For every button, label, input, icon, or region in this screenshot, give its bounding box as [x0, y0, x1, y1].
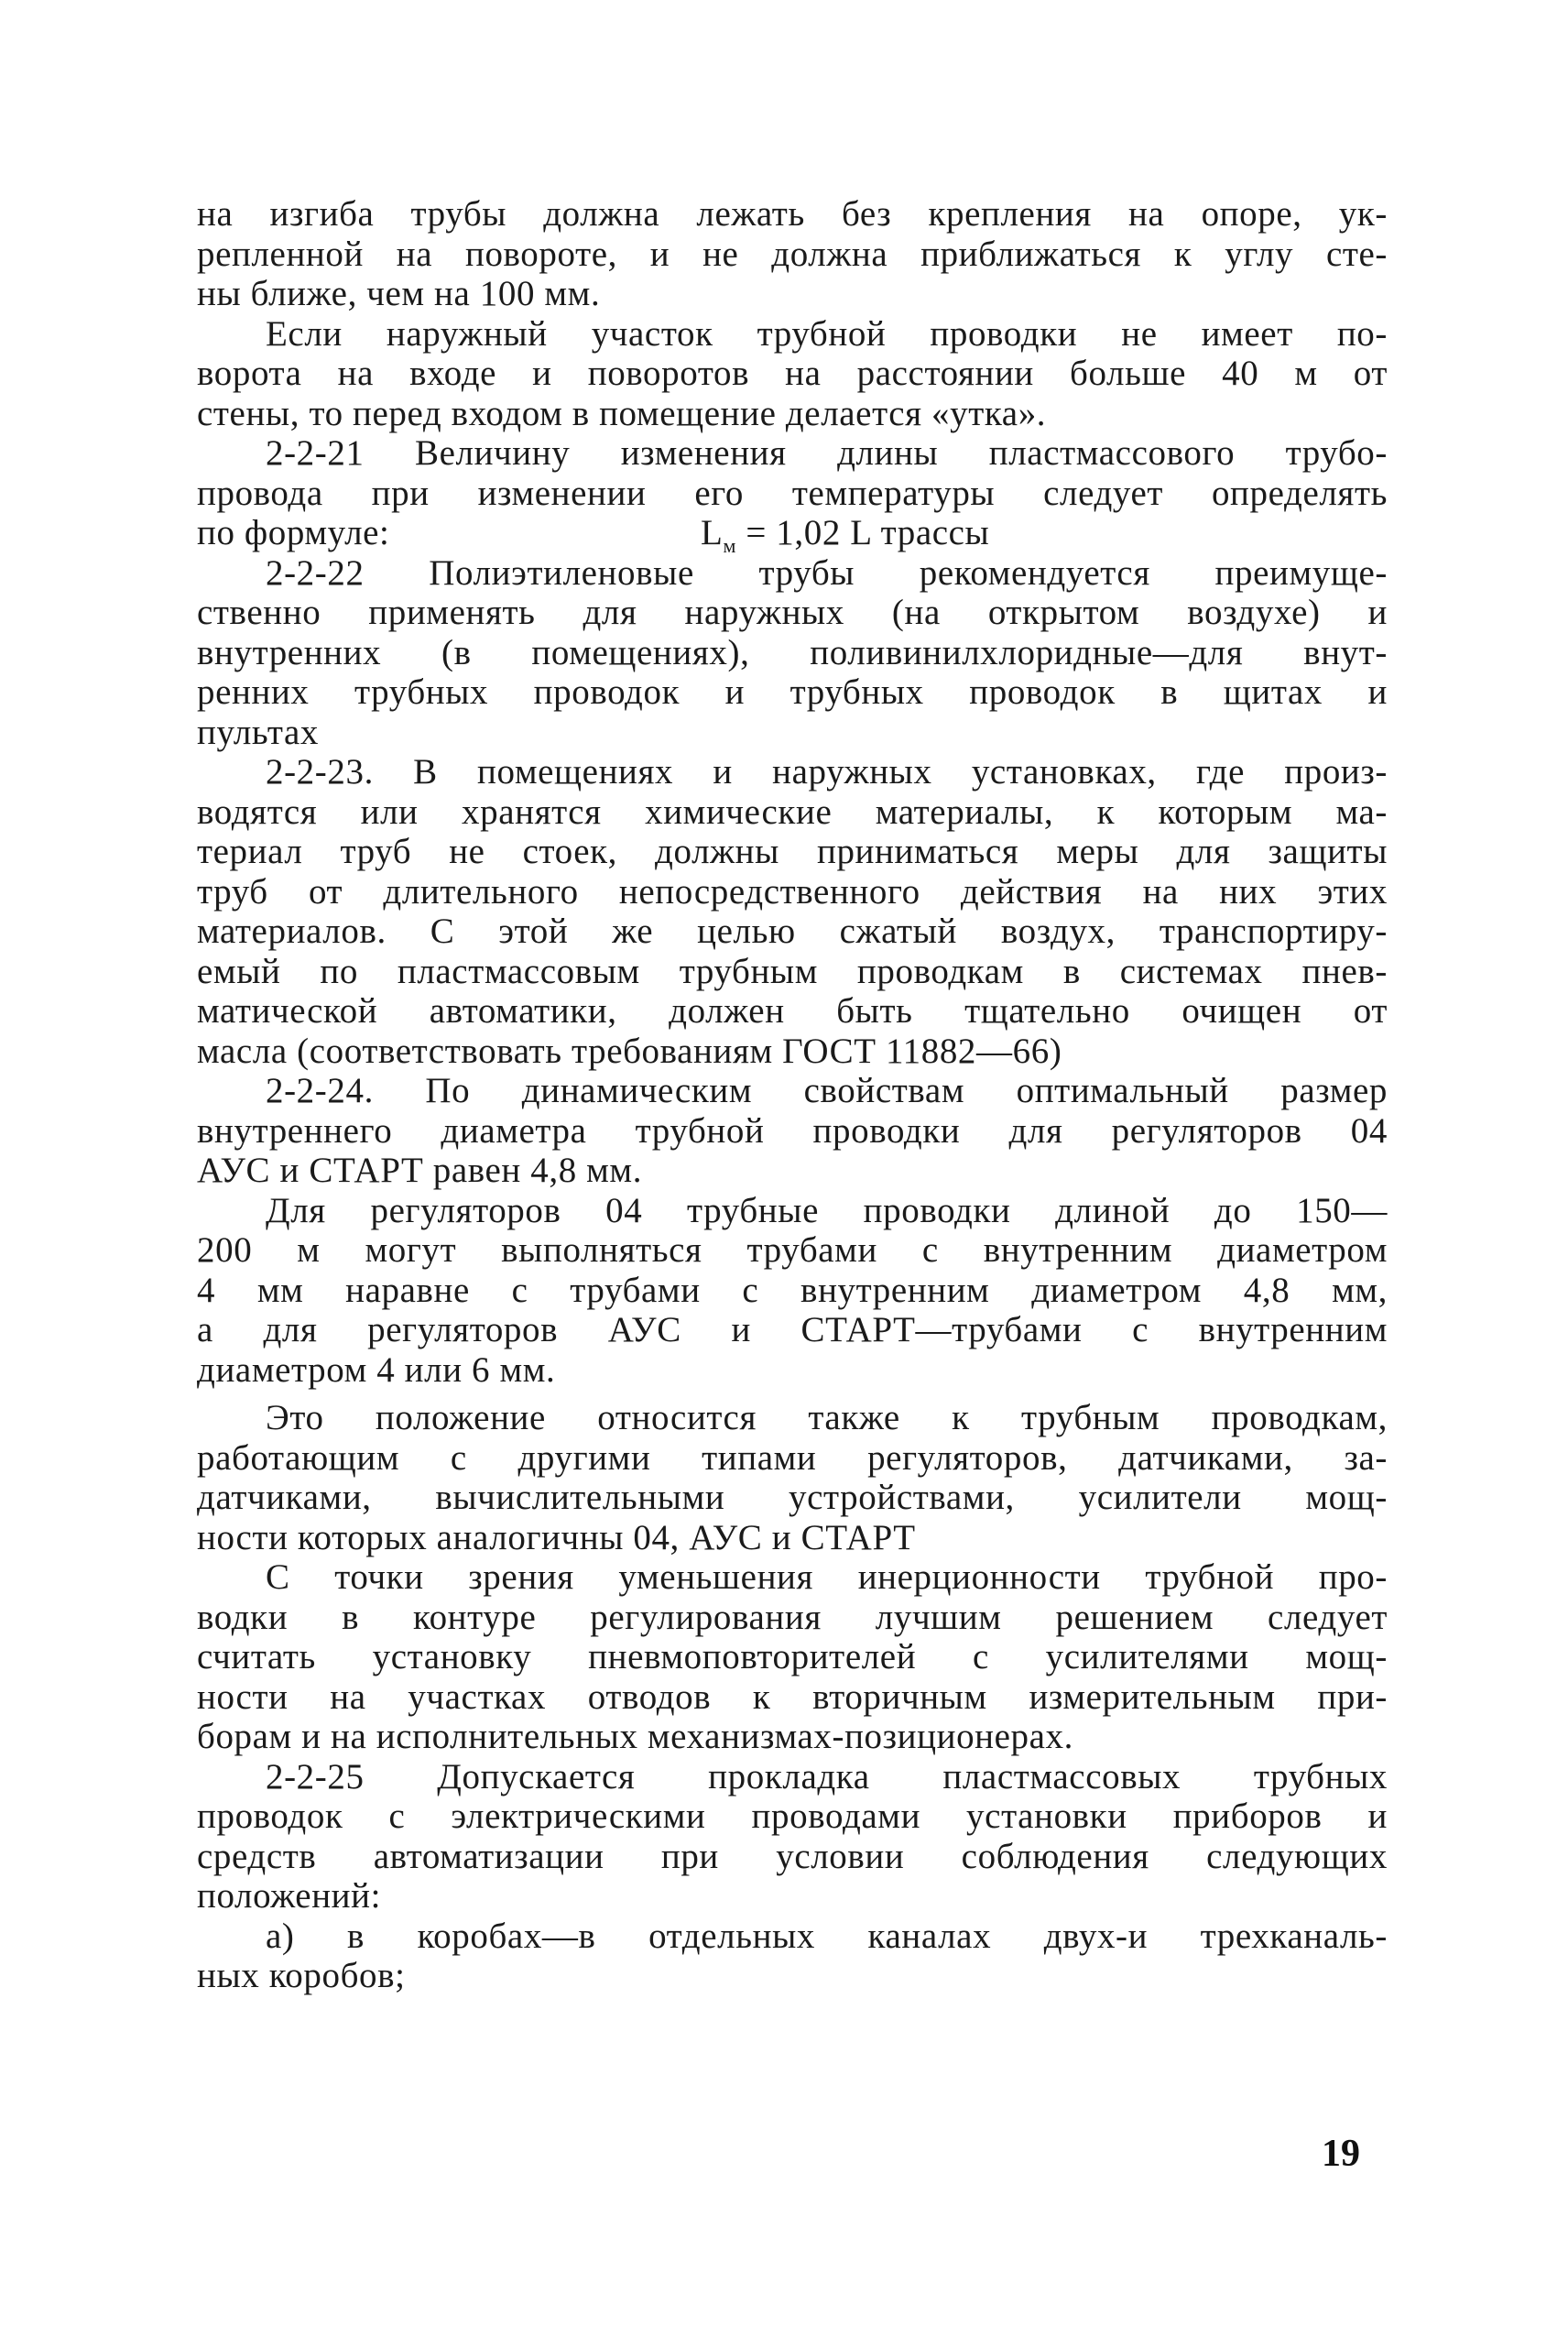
text-line: Для регуляторов 04 трубные проводки длиной до 150— [266, 1190, 1388, 1230]
text-line: положений: [197, 1876, 382, 1916]
text-line: материалов. С этой же целью сжатый воздух, транспортиру- [197, 912, 1388, 951]
text-line: водятся или хранятся химические материалы, к которым ма- [197, 792, 1388, 832]
text-line: АУС и СТАРТ равен 4,8 мм. [197, 1151, 643, 1190]
text-line: 2-2-21 Величину изменения длины пластмассового трубо- [266, 433, 1388, 473]
text-line: средств автоматизации при условии соблюдения следующих [197, 1836, 1388, 1876]
text-line: проводок с электрическими проводами установки приборов и [197, 1796, 1388, 1836]
text-line: стены, то перед входом в помещение делается «утка». [197, 393, 1047, 433]
text-line: ренних трубных проводок и трубных проводок в щитах и [197, 672, 1388, 712]
text-line: Это положение относится также к трубным проводкам, [266, 1398, 1388, 1437]
text-line: репленной на повороте, и не должна приближаться к углу сте- [197, 234, 1388, 274]
text-line: работающим с другими типами регуляторов, датчиками, за- [197, 1437, 1388, 1478]
text-line: ности на участках отводов к вторичным измерительным при- [197, 1676, 1388, 1717]
text-line: водки в контуре регулирования лучшим решением следует [197, 1597, 1388, 1637]
text-line: борам и на исполнительных механизмах-позиционерах. [197, 1717, 1074, 1756]
text-line: ности которых аналогичны 04, АУС и СТАРТ [197, 1517, 916, 1557]
text-line: 200 м могут выполняться трубами с внутренним диаметром [197, 1230, 1388, 1270]
text-line: 2-2-23. В помещениях и наружных установках, где произ- [266, 752, 1388, 792]
text-line: матической автоматики, должен быть тщательно очищен от [197, 991, 1388, 1031]
text-line: ных коробов; [197, 1956, 406, 1995]
text-line: ны ближе, чем на 100 мм. [197, 274, 601, 313]
paragraph-gap [197, 1390, 1388, 1398]
text-line: датчиками, вычислительными устройствами, усилители мощ- [197, 1478, 1388, 1517]
text-line: 4 мм наравне с трубами с внутренним диаметром 4,8 мм, [197, 1270, 1388, 1310]
formula-expression [701, 513, 989, 565]
text-line: масла (соответствовать требованиям ГОСТ 11882—66) [197, 1031, 1062, 1071]
formula-lhs: L [701, 513, 724, 552]
page-number: 19 [1322, 2133, 1360, 2175]
formula-label: по формуле: [197, 513, 390, 552]
text-line: а для регуляторов АУС и СТАРТ—трубами с внутренним [197, 1310, 1388, 1349]
text-line: Если наружный участок трубной проводки не имеет по- [266, 313, 1388, 354]
text-block-1 [197, 194, 1388, 513]
text-line: ворота на входе и поворотов на расстоянии больше 40 м от [197, 354, 1388, 393]
text-line: труб от длительного непосредственного действия на них этих [197, 871, 1388, 912]
text-block-2 [197, 553, 1388, 1996]
text-line: ственно применять для наружных (на открытом воздухе) и [197, 593, 1388, 632]
text-line: внутреннего диаметра трубной проводки для регуляторов 04 [197, 1110, 1388, 1151]
text-line: емый по пластмассовым трубным проводкам в системах пнев- [197, 951, 1388, 991]
text-line: диаметром 4 или 6 мм. [197, 1349, 556, 1390]
text-line: провода при изменении его температуры следует определять [197, 473, 1388, 513]
text-line: внутренних (в помещениях), поливинилхлоридные—для внут- [197, 632, 1388, 672]
text-line: 2-2-25 Допускается прокладка пластмассовых трубных [266, 1756, 1388, 1796]
text-line: С точки зрения уменьшения инерционности трубной про- [266, 1557, 1388, 1597]
text-line: считать установку пневмоповторителей с усилителями мощ- [197, 1637, 1388, 1676]
text-line: а) в коробах—в отдельных каналах двух-и трехканаль- [266, 1916, 1388, 1956]
text-line: 2-2-22 Полиэтиленовые трубы рекомендуется преимуще- [266, 552, 1388, 593]
formula-line [197, 513, 1388, 557]
text-line: териал труб не стоек, должны приниматься меры для защиты [197, 832, 1388, 871]
text-line: на изгиба трубы должна лежать без крепления на опоре, ук- [197, 194, 1388, 234]
formula-rhs: = 1,02 L трассы [746, 513, 990, 552]
text-line: 2-2-24. По динамическим свойствам оптимальный размер [266, 1071, 1388, 1110]
formula-lhs-subscript: м [723, 533, 736, 557]
page-body [197, 194, 1388, 1996]
text-line: пультах [197, 712, 319, 752]
